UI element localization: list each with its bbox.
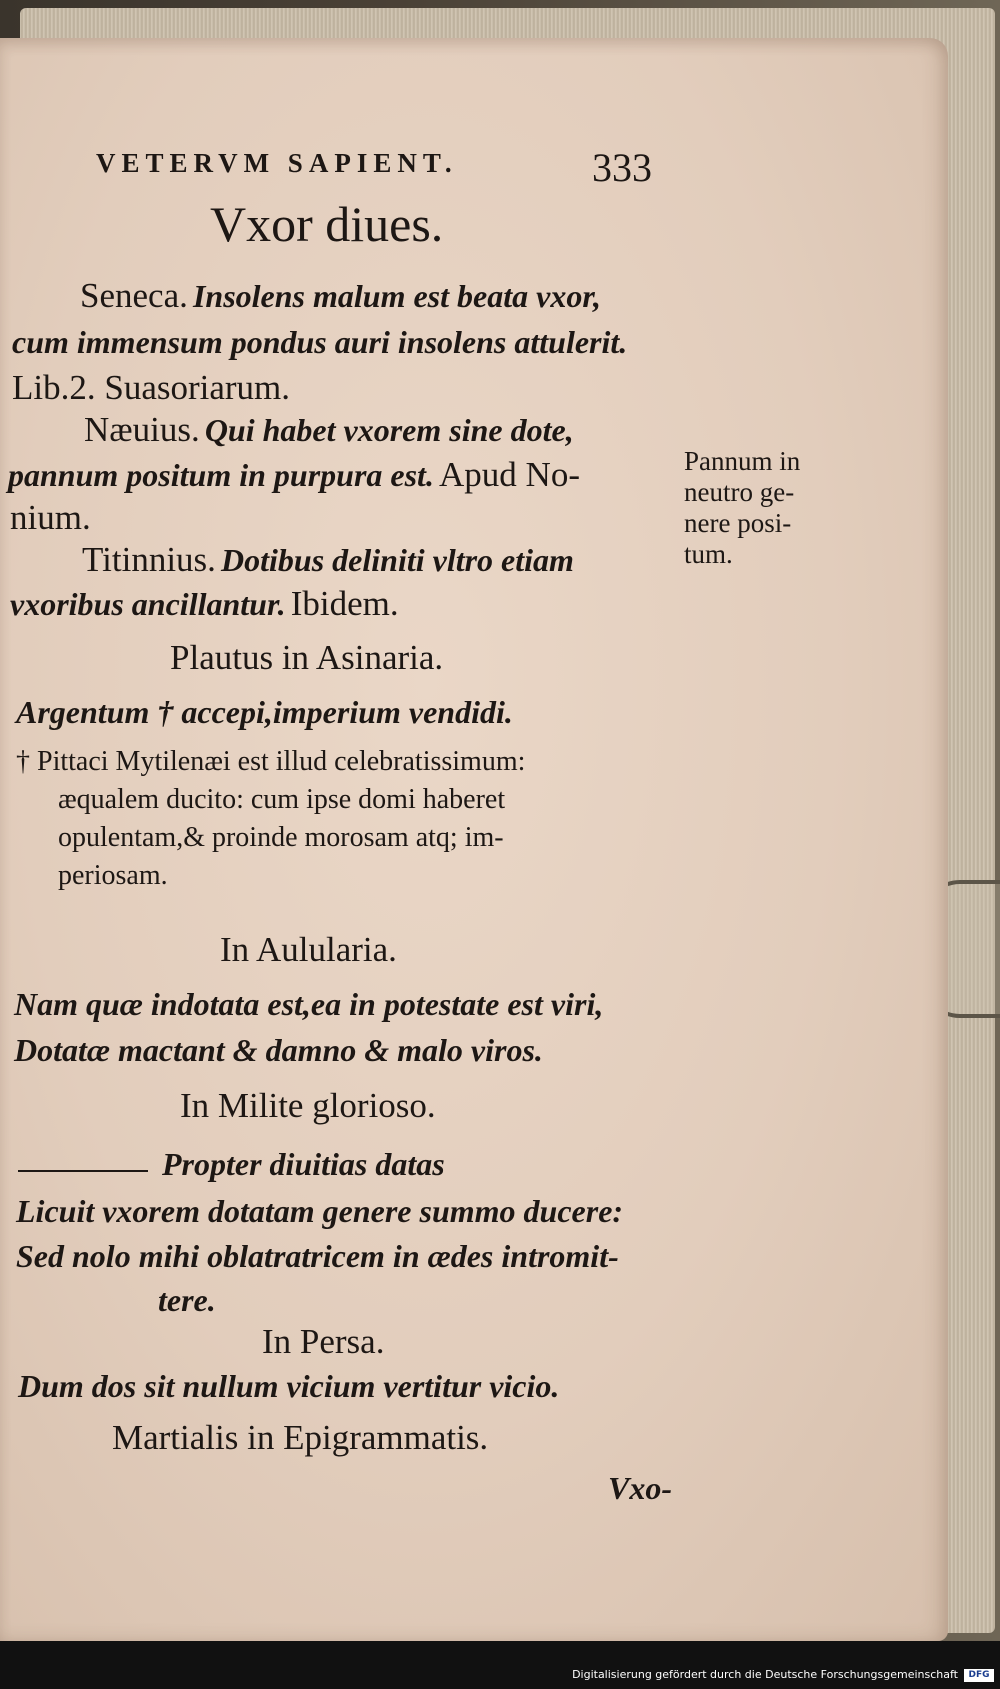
verse-line: Argentum † accepi,imperium vendidi. — [16, 694, 513, 730]
section-heading: In Persa. — [262, 1322, 385, 1361]
note-line: opulentam,& proinde morosam atq; im- — [58, 822, 504, 853]
book-page — [0, 38, 948, 1641]
verse-line: tere. — [158, 1282, 216, 1318]
catchword: Vxo- — [608, 1470, 672, 1506]
verse-line: Nam quæ indotata est,ea in potestate est viri, — [14, 986, 604, 1022]
text-line: pannum positum in purpura est. Apud No- — [8, 455, 580, 494]
text-line: Titinnius. Dotibus deliniti vltro etiam — [82, 540, 574, 579]
marginal-note: Pannum in neutro ge- nere posi- tum. — [684, 446, 801, 569]
text-line: Lib.2. Suasoriarum. — [12, 368, 291, 407]
verse-line: Licuit vxorem dotatam genere summo ducere: — [16, 1193, 624, 1229]
verse-line: Dum dos sit nullum vicium vertitur vicio. — [18, 1368, 560, 1404]
text-line: cum immensum pondus auri insolens attulerit. — [12, 324, 628, 360]
text-line: Seneca. Insolens malum est beata vxor, — [80, 276, 601, 315]
note-line: † Pittaci Mytilenæi est illud celebratissimum: — [16, 746, 526, 777]
text-line: Næuius. Qui habet vxorem sine dote, — [84, 410, 574, 449]
verse-line: Sed nolo mihi oblatratricem in ædes intromit- — [16, 1238, 619, 1274]
section-heading: Martialis in Epigrammatis. — [112, 1418, 489, 1457]
running-head: VETERVM SAPIENT. — [96, 148, 458, 178]
verse-line: Propter diuitias datas — [18, 1146, 445, 1183]
dash-rule — [18, 1170, 148, 1172]
text-line: nium. — [10, 498, 91, 537]
note-line: æqualem ducito: cum ipse domi haberet — [58, 784, 506, 815]
dfg-logo-icon: DFG — [964, 1669, 994, 1682]
funding-credit: Digitalisierung gefördert durch die Deutsche Forschungsgemeinschaft — [572, 1668, 958, 1681]
verse-line: Dotatæ mactant & damno & malo viros. — [14, 1032, 543, 1068]
page-title: Vxor diues. — [210, 196, 444, 252]
footer-bar — [0, 1641, 1000, 1689]
section-heading: In Aulularia. — [220, 930, 397, 969]
page-number: 333 — [592, 145, 652, 190]
note-line: periosam. — [58, 860, 168, 891]
text-line: vxoribus ancillantur. Ibidem. — [10, 584, 399, 623]
section-heading: Plautus in Asinaria. — [170, 638, 444, 677]
section-heading: In Milite glorioso. — [180, 1086, 436, 1125]
